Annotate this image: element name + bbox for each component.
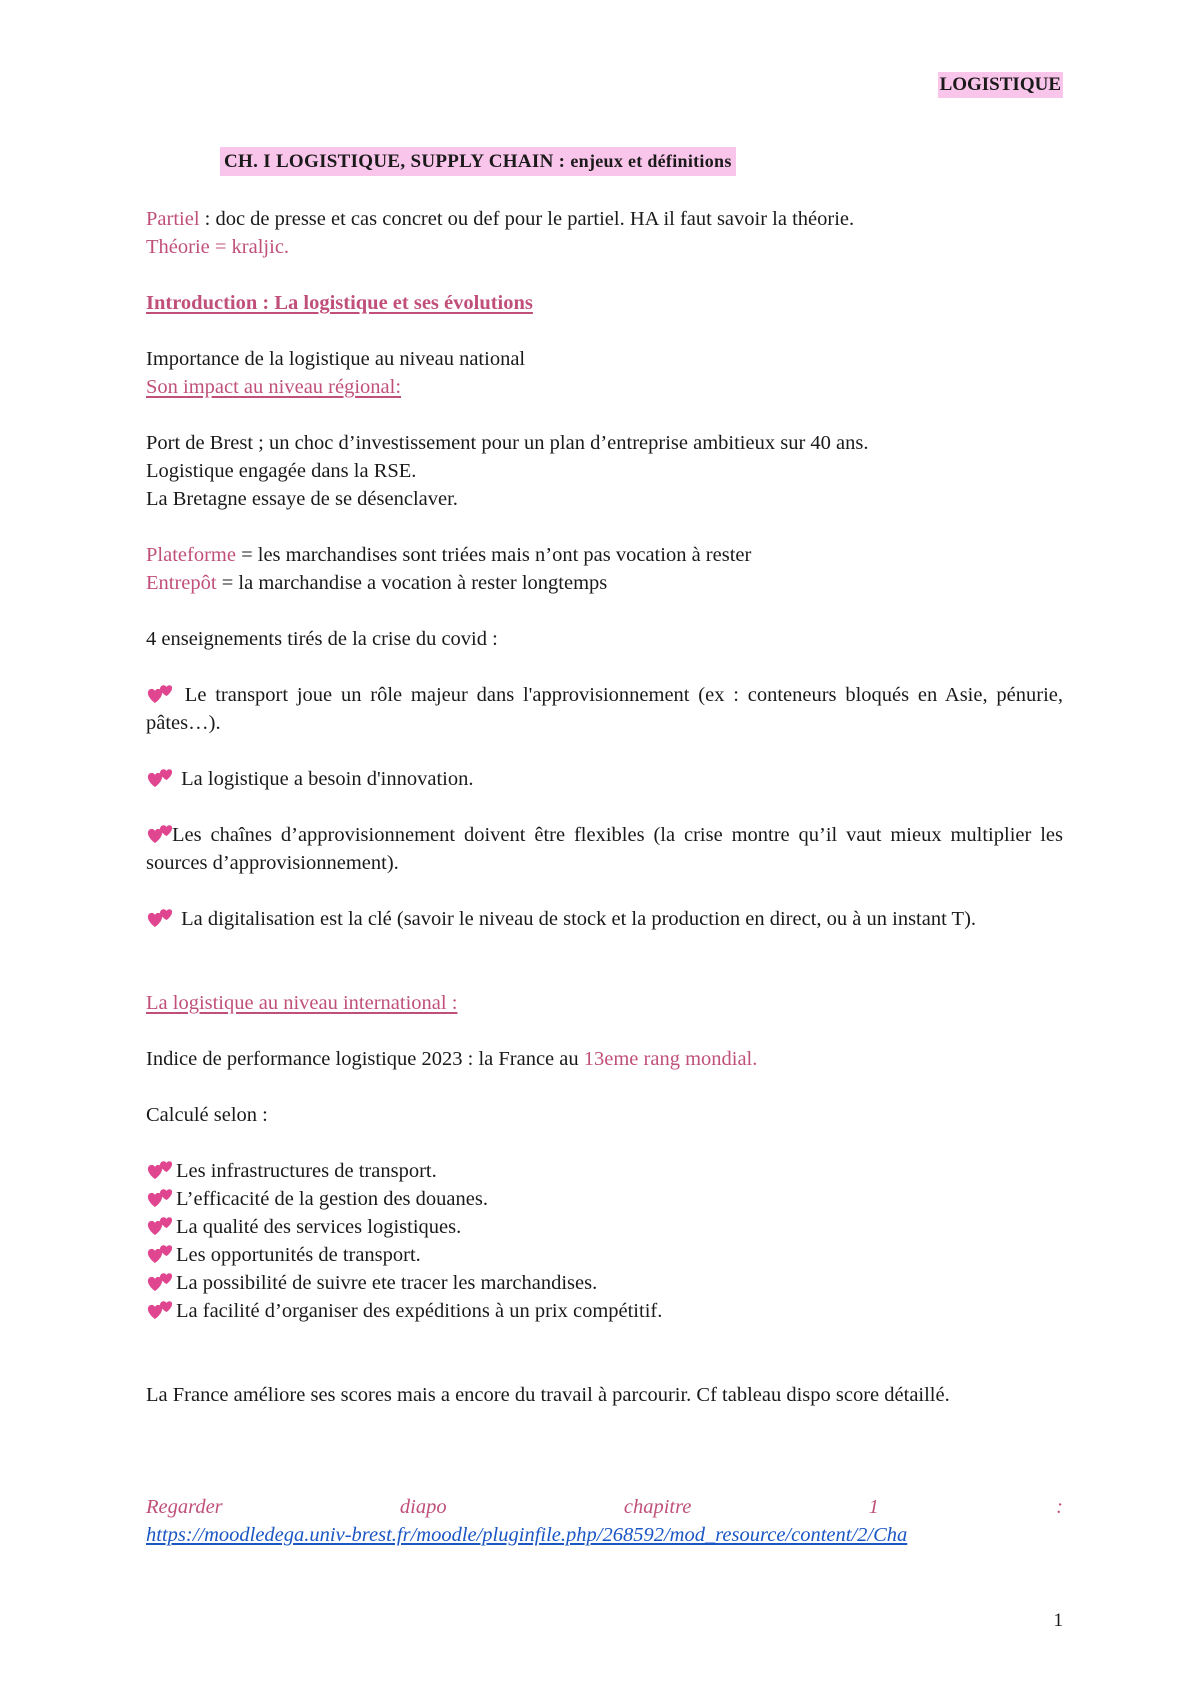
partiel-text: : doc de presse et cas concret ou def pour le partiel. HA il faut savoir la théorie. [199, 208, 855, 230]
partiel-label: Partiel [146, 208, 200, 230]
covid-point [146, 681, 1063, 737]
regarder-word: Regarder [146, 1496, 223, 1518]
criteria-item [146, 1297, 1063, 1325]
definition-text: = la marchandise a vocation à rester longtemps [216, 572, 608, 594]
criteria-item [146, 1213, 1063, 1241]
two-hearts-icon [146, 1157, 172, 1181]
covid-point [146, 905, 1063, 933]
covid-point-text: La logistique a besoin d'innovation. [176, 768, 474, 790]
calcule-line: Calculé selon : [146, 1104, 268, 1126]
definition-term: Plateforme [146, 544, 236, 566]
two-hearts-icon [146, 821, 172, 845]
diapo-link[interactable]: https://moodledega.univ-brest.fr/moodle/pluginfile.php/268592/mod_resource/content/2/Cha [146, 1524, 908, 1546]
intro-title: Introduction : La logistique et ses évolutions [146, 292, 533, 314]
criteria-text: Les infrastructures de transport. [176, 1160, 437, 1182]
regarder-word: chapitre [623, 1496, 692, 1518]
criteria-text: Les opportunités de transport. [176, 1244, 421, 1266]
regarder-block [146, 1493, 1063, 1549]
header-tag: LOGISTIQUE [938, 72, 1063, 98]
criteria-item [146, 1269, 1063, 1297]
covid-point-text: La digitalisation est la clé (savoir le niveau de stock et la production en direct, ou à un instant T). [176, 908, 977, 930]
regional-title: Son impact au niveau régional: [146, 376, 402, 398]
regarder-line [146, 1493, 1063, 1521]
two-hearts-icon [146, 1241, 172, 1265]
definition-term: Entrepôt [146, 572, 217, 594]
page-number: 1 [1053, 1610, 1063, 1631]
indice-text: Indice de performance logistique 2023 : la France au [146, 1048, 584, 1070]
international-title: La logistique au niveau international : [146, 992, 458, 1014]
definition-text: = les marchandises sont triées mais n’ont pas vocation à rester [235, 544, 752, 566]
criteria-item [146, 1241, 1063, 1269]
two-hearts-icon [146, 765, 172, 789]
regarder-word: diapo [399, 1496, 447, 1518]
covid-intro: 4 enseignements tirés de la crise du covid : [146, 628, 498, 650]
criteria-list [146, 1157, 1063, 1325]
covid-point-text: Les chaînes d’approvisionnement doivent être flexibles (la crise montre qu’il vaut mieux multiplier les sources d’approvisionnement). [146, 824, 1063, 874]
covid-point-text: Le transport joue un rôle majeur dans l'approvisionnement (ex : conteneurs bloqués en Asie, pénurie, pâtes…). [146, 684, 1063, 734]
criteria-item [146, 1157, 1063, 1185]
criteria-text: La qualité des services logistiques. [176, 1216, 462, 1238]
definitions-block [146, 541, 1063, 597]
partiel-paragraph [146, 205, 1063, 261]
chapter-title-main: CH. I LOGISTIQUE, SUPPLY CHAIN : [224, 151, 571, 172]
criteria-text: La facilité d’organiser des expéditions à un prix compétitif. [176, 1300, 663, 1322]
two-hearts-icon [146, 681, 172, 705]
regarder-word: 1 [868, 1496, 879, 1518]
covid-point [146, 821, 1063, 877]
two-hearts-icon [146, 1269, 172, 1293]
indice-rank: 13eme rang mondial. [583, 1048, 758, 1070]
chapter-title [220, 147, 736, 176]
criteria-text: La possibilité de suivre ete tracer les marchandises. [176, 1272, 598, 1294]
two-hearts-icon [146, 1185, 172, 1209]
regional-block [146, 429, 1063, 513]
two-hearts-icon [146, 905, 172, 929]
two-hearts-icon [146, 1297, 172, 1321]
criteria-text: L’efficacité de la gestion des douanes. [176, 1188, 488, 1210]
chapter-title-sub: enjeux et définitions [570, 151, 732, 171]
theorie-line: Théorie = kraljic. [146, 236, 290, 258]
regional-line: Port de Brest ; un choc d’investissement pour un plan d’entreprise ambitieux sur 40 ans. [146, 432, 869, 454]
two-hearts-icon [146, 1213, 172, 1237]
regarder-word: : [1056, 1496, 1063, 1518]
regional-line: Logistique engagée dans la RSE. [146, 460, 417, 482]
criteria-item [146, 1185, 1063, 1213]
regional-line: La Bretagne essaye de se désenclaver. [146, 488, 458, 510]
national-line: Importance de la logistique au niveau national [146, 348, 526, 370]
france-score: La France améliore ses scores mais a encore du travail à parcourir. Cf tableau dispo score détaillé. [146, 1384, 950, 1406]
covid-point [146, 765, 1063, 793]
